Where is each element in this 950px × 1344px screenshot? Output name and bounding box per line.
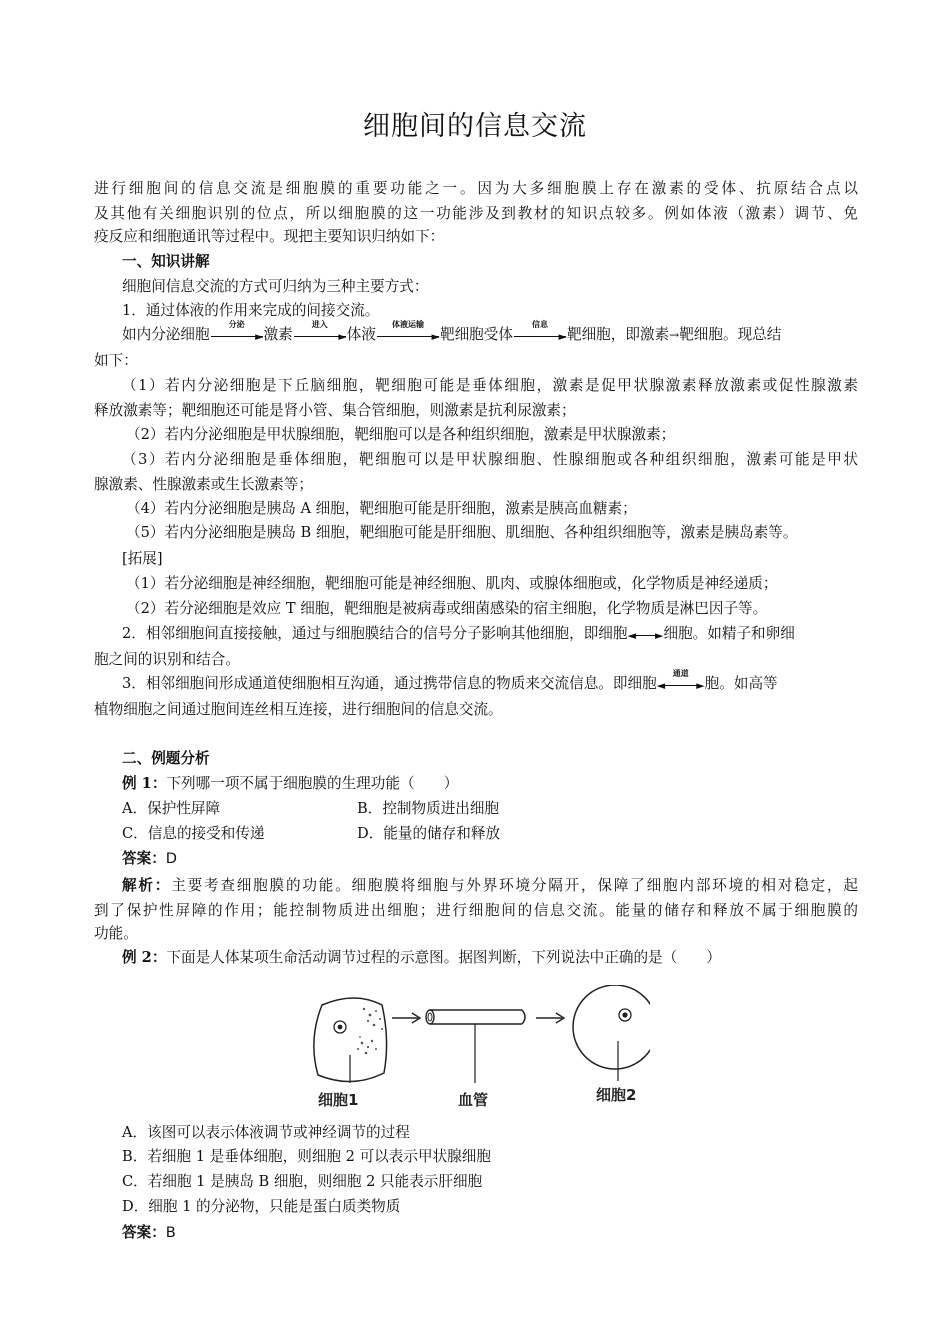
intro-line-3: 疫反应和细胞通讯等过程中。现把主要知识归纳如下： [94, 228, 445, 245]
chain-c: 体液 [346, 326, 376, 343]
arrow-label: 通道 [672, 668, 689, 678]
way1-text: 1．通过体液的作用来完成的间接交流。 [122, 302, 380, 319]
way2-line-2: 胞之间的识别和结合。 [94, 651, 240, 668]
example1-option-c: C．信息的接受和传递 [122, 825, 265, 842]
example2-question [122, 949, 721, 967]
example2-text: 下面是人体某项生命活动调节过程的示意图。据图判断，下列说法中正确的是（ ） [166, 949, 722, 966]
extension-1: （1）若分泌细胞是神经细胞，靶细胞可能是神经细胞、肌肉、或腺体细胞或，化学物质是神经递质； [126, 575, 778, 592]
example1-answer [122, 850, 177, 868]
hormone-chain [122, 319, 782, 344]
item-3a: （3）若内分泌细胞是垂体细胞，靶细胞可以是甲状腺细胞、性腺细胞或各种组织细胞，激素可能是甲状 [122, 451, 858, 468]
item-1a: （1）若内分泌细胞是下丘脑细胞，靶细胞可能是垂体细胞，激素是促甲状腺激素释放激素或促性腺激素 [122, 377, 858, 394]
example2-option-c: C．若细胞 1 是胰岛 B 细胞，则细胞 2 只能表示肝细胞 [122, 1173, 483, 1190]
example1-analysis-1 [122, 873, 858, 898]
intro-line-1: 进行细胞间的信息交流是细胞膜的重要功能之一。因为大多细胞膜上存在激素的受体、抗原结合点以 [94, 180, 858, 197]
arrow-label: 分泌 [228, 319, 245, 329]
way3-pre: 3．相邻细胞间形成通道使细胞相互沟通，通过携带信息的物质来交流信息。即细胞 [122, 675, 657, 692]
item-2: （2）若内分泌细胞是甲状腺细胞，靶细胞可以是各种组织细胞，激素是甲状腺激素； [126, 426, 676, 443]
arrow-label: 信息 [531, 319, 548, 329]
chain-b: 激素 [263, 326, 293, 343]
regulation-diagram [300, 985, 650, 1110]
example2-label: 例 2： [122, 949, 167, 966]
analysis-text-1: 主要考查细胞膜的功能。细胞膜将细胞与外界环境分隔开，保障了细胞内部环境的相对稳定，起 [171, 877, 858, 894]
extension-2: （2）若分泌细胞是效应 T 细胞，靶细胞是被病毒或细菌感染的宿主细胞，化学物质是淋巴因子等。 [126, 600, 768, 617]
way3-post: 胞。如高等 [704, 675, 778, 692]
answer-label: 答案： [122, 1224, 166, 1241]
blood-vessel-shape [430, 1010, 522, 1024]
example2-answer [122, 1224, 176, 1242]
example1-label: 例 1： [122, 775, 167, 792]
chain-continuation: 如下： [94, 352, 138, 369]
channel-arrow-icon: ◄ 通道 ► [656, 668, 705, 692]
item-5: （5）若内分泌细胞是胰岛 B 细胞，靶细胞可能是肝细胞、肌细胞、各种组织细胞等，激素是胰岛素等。 [126, 524, 798, 541]
info-arrow-icon: 信息 ► [514, 328, 566, 342]
right-arrow-icon: → [669, 328, 680, 342]
example1-text: 下列哪一项不属于细胞膜的生理功能（ ） [166, 775, 459, 792]
way2-pre: 2．相邻细胞间直接接触，通过与细胞膜结合的信号分子影响其他细胞，即细胞 [122, 625, 628, 642]
section1-summary: 细胞间信息交流的方式可归纳为三种主要方式： [122, 278, 429, 295]
way2-line-1 [122, 625, 795, 643]
chain-f: 靶细胞。现总结 [679, 326, 782, 343]
example2-option-b: B．若细胞 1 是垂体细胞，则细胞 2 可以表示甲状腺细胞 [122, 1148, 491, 1165]
way3-line-2: 植物细胞之间通过胞间连丝相互连接，进行细胞间的信息交流。 [94, 701, 503, 718]
cell2-shape [573, 985, 650, 1069]
item-1b: 释放激素等；靶细胞还可能是肾小管、集合管细胞，则激素是抗利尿激素； [94, 402, 576, 419]
example1-option-b: B．控制物质进出细胞 [357, 800, 500, 817]
answer-value: B [165, 1224, 176, 1241]
enter-arrow-icon: 进入 ► [294, 328, 346, 342]
example1-question [122, 775, 458, 793]
analysis-label: 解析： [122, 877, 172, 894]
extension-label: [拓展] [122, 550, 163, 567]
section1-heading: 一、知识讲解 [122, 253, 210, 270]
answer-label: 答案： [122, 850, 166, 867]
vessel-label: 血管 [458, 1091, 489, 1109]
chain-d: 靶细胞受体 [439, 326, 513, 343]
way3-line-1 [122, 668, 778, 693]
intro-line-2: 及其他有关细胞识别的位点，所以细胞膜的这一功能涉及到教材的知识点较多。例如体液（激素）调节、免 [94, 205, 858, 222]
cell1-label: 细胞1 [318, 1091, 359, 1109]
arrow-label: 体液运输 [391, 319, 424, 329]
page-title: 细胞间的信息交流 [363, 111, 587, 142]
way2-post: 细胞。如精子和卵细 [663, 625, 795, 642]
cell2-label: 细胞2 [596, 1086, 637, 1104]
example1-option-a: A．保护性屏障 [122, 800, 221, 817]
item-3b: 腺激素、性腺激素或生长激素等； [94, 476, 313, 493]
secrete-arrow-icon: 分泌 ► [211, 328, 263, 342]
arrow-label: 进入 [311, 319, 328, 329]
item-4: （4）若内分泌细胞是胰岛 A 细胞，靶细胞可能是肝细胞，激素是胰高血糖素； [126, 500, 637, 517]
example1-analysis-2: 到了保护性屏障的作用；能控制物质进出细胞；进行细胞间的信息交流。能量的储存和释放不属于细胞膜的 [94, 902, 858, 919]
chain-e: 靶细胞，即激素 [566, 326, 670, 343]
double-arrow-icon: ◄ ► [627, 629, 664, 642]
example2-option-d: D．细胞 1 的分泌物，只能是蛋白质类物质 [122, 1198, 401, 1215]
secretion-granules-icon [357, 1008, 383, 1055]
example1-option-d: D．能量的储存和释放 [357, 825, 501, 842]
section2-heading: 二、例题分析 [122, 750, 210, 767]
example2-option-a: A．该图可以表示体液调节或神经调节的过程 [122, 1124, 410, 1141]
transport-arrow-icon: 体液运输 ► [377, 328, 439, 342]
example1-analysis-3: 功能。 [94, 925, 138, 942]
answer-value: D [165, 850, 178, 867]
chain-a: 如内分泌细胞 [122, 326, 210, 343]
